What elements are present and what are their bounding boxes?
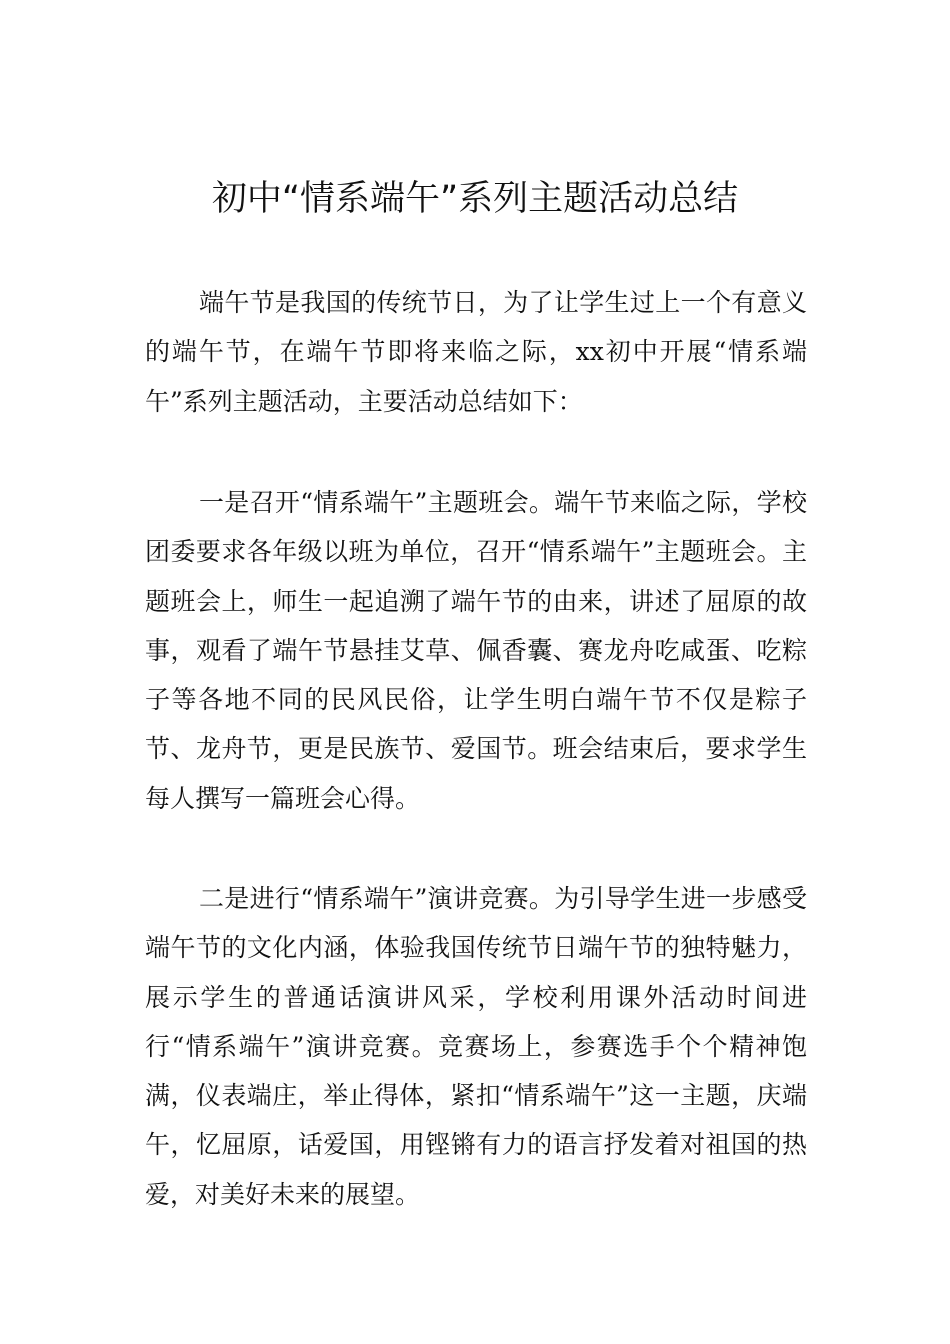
document-title: 初中“情系端午”系列主题活动总结 xyxy=(211,179,739,219)
intro-paragraph: 端午节是我国的传统节日，为了让学生过上一个有意义的端午节，在端午节即将来临之际，xx初中开展“情系端午”系列主题活动，主要活动总结如下： xyxy=(145,288,807,416)
section-one-paragraph: 一是召开“情系端午”主题班会。端午节来临之际，学校团委要求各年级以班为单位，召开“情系端午”主题班会。主题班会上，师生一起追溯了端午节的由来，讲述了屈原的故事，观看了端午节悬挂艾草、佩香囊、赛龙舟吃咸蛋、吃粽子等各地不同的民风民俗，让学生明白端午节不仅是粽子节、龙舟节，更是民族节、爱国节。班会结束后，要求学生每人撰写一篇班会心得。 xyxy=(145,488,807,813)
section-two-paragraph: 二是进行“情系端午”演讲竞赛。为引导学生进一步感受端午节的文化内涵，体验我国传统节日端午节的独特魅力，展示学生的普通话演讲风采，学校利用课外活动时间进行“情系端午”演讲竞赛。竞赛场上，参赛选手个个精神饱满，仪表端庄，举止得体，紧扣“情系端午”这一主题，庆端午，忆屈原，话爱国，用铿锵有力的语言抒发着对祖国的热爱，对美好未来的展望。 xyxy=(145,884,807,1209)
